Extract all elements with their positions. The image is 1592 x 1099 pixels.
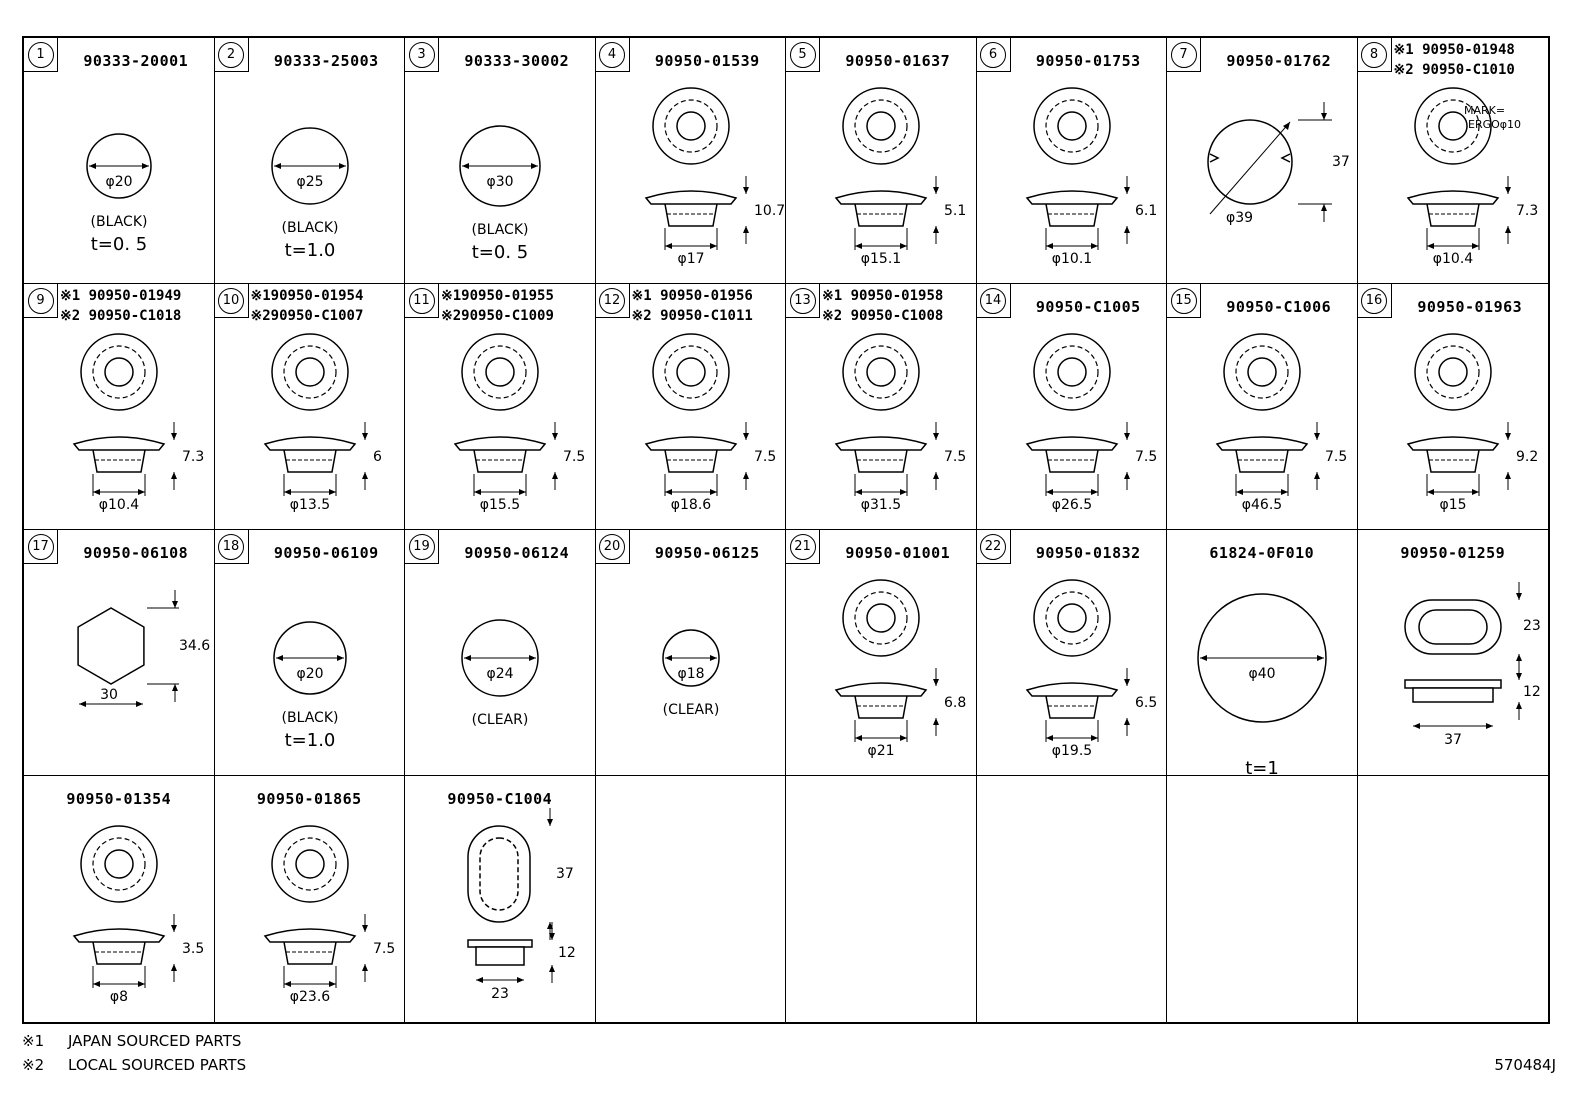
part-drawing: [1358, 38, 1549, 284]
part-drawing: [786, 530, 977, 776]
part-cell: [24, 284, 215, 530]
part-number: 61824-0F010: [1209, 544, 1315, 562]
footnote-2: [22, 1056, 246, 1074]
part-number: 90950-01865: [256, 790, 362, 808]
height-label: 6: [372, 449, 382, 465]
oval-grommet-side: [468, 940, 532, 947]
part-number-japan: ※1 90950-01949: [60, 288, 182, 304]
item-number: 19: [409, 534, 435, 560]
part-drawing: [215, 776, 406, 1022]
part-drawing: [977, 38, 1168, 284]
diameter-label: φ10.4: [98, 497, 140, 513]
part-cell: [215, 284, 406, 530]
hex-outline: [78, 608, 144, 684]
grommet-side-view: [1217, 437, 1307, 450]
part-number: 90950-01963: [1417, 298, 1523, 316]
footnote-1-text: JAPAN SOURCED PARTS: [68, 1032, 242, 1050]
width-label: 23: [491, 986, 509, 1002]
grommet-side-view: [265, 437, 355, 450]
part-cell: [1167, 284, 1358, 530]
height-label: 37: [556, 866, 574, 882]
part-cell: [596, 38, 787, 284]
part-cell: [1167, 530, 1358, 779]
part-number: 90950-01001: [845, 544, 951, 562]
part-cell: [1358, 530, 1549, 776]
part-number: 90950-C1006: [1226, 298, 1332, 316]
part-number-japan: ※1 90950-01958: [822, 288, 944, 304]
height-label: 7.3: [1515, 203, 1538, 219]
item-number: 8: [1361, 42, 1387, 68]
part-drawing: [786, 38, 977, 284]
item-number: 6: [980, 42, 1006, 68]
part-cell: [405, 776, 596, 1022]
part-cell: [405, 530, 596, 776]
part-number-local: ※290950-C1007: [250, 308, 364, 324]
footnote-1-mark: ※1: [22, 1032, 45, 1050]
diameter-label: φ40: [1248, 666, 1276, 682]
diameter-label: φ23.6: [289, 989, 330, 1005]
part-cell: [215, 38, 406, 284]
part-number-japan: ※190950-01954: [250, 288, 364, 304]
oval-grommet-top: [468, 826, 530, 922]
part-number: 90950-C1005: [1035, 298, 1141, 316]
part-cell: [215, 776, 406, 1022]
part-cell: [596, 530, 787, 776]
item-number: 11: [409, 288, 435, 314]
part-drawing: [596, 284, 787, 530]
part-number-local: ※2 90950-C1011: [631, 308, 753, 324]
height-label: 6.5: [1134, 695, 1157, 711]
footnote-2-mark: ※2: [22, 1056, 45, 1074]
diameter-label: φ20: [295, 666, 324, 682]
height-label: 7.5: [1325, 449, 1348, 465]
part-number-local: ※2 90950-C1010: [1393, 62, 1515, 78]
diameter-label: φ17: [676, 251, 705, 267]
height-label: 7.5: [372, 941, 395, 957]
diameter-label: φ21: [867, 743, 895, 759]
part-number: 90950-06108: [83, 544, 189, 562]
part-cell: [786, 284, 977, 530]
footnote-2-text: LOCAL SOURCED PARTS: [68, 1056, 247, 1074]
height-label: 9.2: [1515, 449, 1538, 465]
grommet-side-view: [1027, 437, 1117, 450]
item-number: 1: [28, 42, 54, 68]
thickness-note: t=1.0: [284, 240, 335, 261]
side-height-label: 12: [1522, 684, 1541, 700]
part-number: 90950-01539: [654, 52, 760, 70]
grommet-side-view: [646, 191, 736, 204]
part-number-local: ※2 90950-C1018: [60, 308, 182, 324]
grommet-side-view: [74, 437, 164, 450]
height-label: 34.6: [179, 638, 211, 654]
oval-grommet-side: [1405, 680, 1501, 688]
height-label: 7.5: [944, 449, 967, 465]
grommet-side-view: [1027, 683, 1117, 696]
part-cell: [977, 38, 1168, 284]
height-label: 3.5: [182, 941, 205, 957]
diameter-label: φ15.1: [860, 251, 902, 267]
part-cell: [786, 530, 977, 776]
part-drawing: [405, 776, 596, 1022]
item-number: 12: [599, 288, 625, 314]
grommet-side-view: [836, 191, 926, 204]
thickness-note: t=1: [1245, 758, 1279, 779]
part-number: 90333-25003: [273, 52, 379, 70]
part-number: 90950-06125: [654, 544, 760, 562]
part-number: 90950-01637: [845, 52, 951, 70]
part-cell: [1358, 284, 1549, 530]
part-cell: [24, 38, 215, 284]
item-number: 17: [28, 534, 54, 560]
part-number: 90950-01762: [1226, 52, 1332, 70]
width-label: 30: [100, 687, 118, 703]
height-label: 7.5: [563, 449, 586, 465]
grommet-side-view: [1027, 191, 1117, 204]
part-number: 90950-01753: [1035, 52, 1141, 70]
diameter-label: φ8: [109, 989, 129, 1005]
thickness-note: t=0. 5: [471, 242, 529, 263]
grommet-side-view: [1408, 437, 1498, 450]
diameter-label: φ24: [486, 666, 514, 682]
clip-outline: [1208, 120, 1292, 204]
mark-label: MARK=: [1463, 104, 1505, 117]
height-label: 7.3: [182, 449, 205, 465]
part-number: 90950-06124: [464, 544, 570, 562]
part-number-local: ※2 90950-C1008: [822, 308, 944, 324]
item-number: 15: [1171, 288, 1197, 314]
part-drawing: [977, 530, 1168, 776]
part-cell: [786, 38, 977, 284]
item-number: 18: [218, 534, 244, 560]
part-cell: [405, 284, 596, 530]
parts-grid: [22, 36, 1550, 1024]
grommet-side-view: [836, 437, 926, 450]
part-drawing: [215, 530, 406, 776]
diameter-label: φ20: [105, 174, 133, 190]
empty-cell: [1167, 776, 1358, 1022]
diameter-label: φ26.5: [1051, 497, 1092, 513]
part-cell: [215, 530, 406, 776]
part-drawing: [405, 284, 596, 530]
item-number: 4: [599, 42, 625, 68]
part-cell: [977, 284, 1168, 530]
footnote-1: [22, 1032, 241, 1050]
item-number: 14: [980, 288, 1006, 314]
diameter-label: φ30: [486, 174, 514, 190]
width-label: 37: [1443, 732, 1462, 748]
part-cell: [405, 38, 596, 284]
part-cell: [24, 530, 215, 776]
part-cell: [24, 776, 215, 1022]
empty-cell: [596, 776, 787, 1022]
part-drawing: [1167, 284, 1358, 530]
diameter-label: φ13.5: [289, 497, 330, 513]
empty-cell: [786, 776, 977, 1022]
part-number: 90333-20001: [83, 52, 189, 70]
part-number-japan: ※1 90950-01948: [1393, 42, 1515, 58]
height-label: 23: [1522, 618, 1541, 634]
mark-detail: ERGOφ10: [1467, 118, 1521, 131]
height-label: 5.1: [944, 203, 967, 219]
color-note: (BLACK): [281, 220, 338, 236]
empty-cell: [977, 776, 1168, 1022]
part-number-japan: ※190950-01955: [441, 288, 554, 304]
height-label: 6.8: [944, 695, 967, 711]
part-drawing: [24, 38, 215, 284]
diameter-label: φ18.6: [670, 497, 711, 513]
item-number: 3: [409, 42, 435, 68]
grommet-side-view: [265, 929, 355, 942]
part-number-japan: ※1 90950-01956: [631, 288, 753, 304]
item-number: 7: [1171, 42, 1197, 68]
part-drawing: [405, 530, 596, 776]
part-drawing: [24, 530, 215, 776]
height-label: 6.1: [1134, 203, 1157, 219]
grommet-side-view: [74, 929, 164, 942]
item-number: 22: [980, 534, 1006, 560]
color-note: (BLACK): [281, 710, 338, 726]
diameter-label: φ10.4: [1432, 251, 1473, 267]
part-number-local: ※290950-C1009: [441, 308, 554, 324]
diameter-label: φ15.5: [479, 497, 521, 513]
part-number: 90950-06109: [273, 544, 379, 562]
part-drawing: [596, 530, 787, 776]
part-number: 90950-01832: [1035, 544, 1141, 562]
part-drawing: [24, 776, 215, 1022]
part-drawing: [1358, 284, 1549, 530]
height-label: 7.5: [1134, 449, 1157, 465]
item-number: 13: [790, 288, 816, 314]
part-number: 90950-01259: [1400, 544, 1506, 562]
part-drawing: [1167, 530, 1358, 779]
grommet-side-view: [455, 437, 545, 450]
part-cell: [1358, 38, 1549, 284]
part-drawing: [215, 284, 406, 530]
color-note: (CLEAR): [662, 702, 719, 718]
thickness-note: t=0. 5: [90, 234, 148, 255]
diameter-label: φ19.5: [1051, 743, 1092, 759]
item-number: 5: [790, 42, 816, 68]
drawing-code: 570484J: [1494, 1056, 1556, 1074]
color-note: (BLACK): [90, 214, 148, 230]
part-drawing: [215, 38, 406, 284]
part-number: 90950-01354: [66, 790, 172, 808]
item-number: 20: [599, 534, 625, 560]
diameter-label: φ39: [1226, 210, 1254, 226]
diameter-label: φ25: [295, 174, 324, 190]
diameter-label: φ46.5: [1241, 497, 1283, 513]
item-number: 9: [28, 288, 54, 314]
part-number: 90950-C1004: [447, 790, 553, 808]
part-number: 90333-30002: [464, 52, 570, 70]
side-height-label: 12: [558, 945, 576, 961]
grommet-side-view: [836, 683, 926, 696]
grommet-side-view: [646, 437, 736, 450]
part-drawing: [1358, 530, 1549, 776]
item-number: 16: [1361, 288, 1387, 314]
color-note: (BLACK): [471, 222, 529, 238]
part-drawing: [596, 38, 787, 284]
height-label: 10.7: [753, 203, 785, 219]
diameter-label: φ15: [1438, 497, 1467, 513]
diameter-label: φ18: [676, 666, 705, 682]
part-cell: [1167, 38, 1358, 284]
height-label: 7.5: [753, 449, 776, 465]
part-drawing: [977, 284, 1168, 530]
item-number: 10: [218, 288, 244, 314]
empty-cell: [1358, 776, 1549, 1022]
diameter-label: φ10.1: [1051, 251, 1092, 267]
item-number: 2: [218, 42, 244, 68]
part-drawing: [786, 284, 977, 530]
grommet-side-view: [1408, 191, 1498, 204]
part-drawing: [405, 38, 596, 284]
item-number: 21: [790, 534, 816, 560]
part-cell: [596, 284, 787, 530]
diameter-label: φ31.5: [860, 497, 902, 513]
thickness-note: t=1.0: [284, 730, 335, 751]
color-note: (CLEAR): [471, 712, 529, 728]
part-cell: [977, 530, 1168, 776]
height-label: 37: [1332, 154, 1350, 170]
part-drawing: [24, 284, 215, 530]
part-drawing: [1167, 38, 1358, 284]
